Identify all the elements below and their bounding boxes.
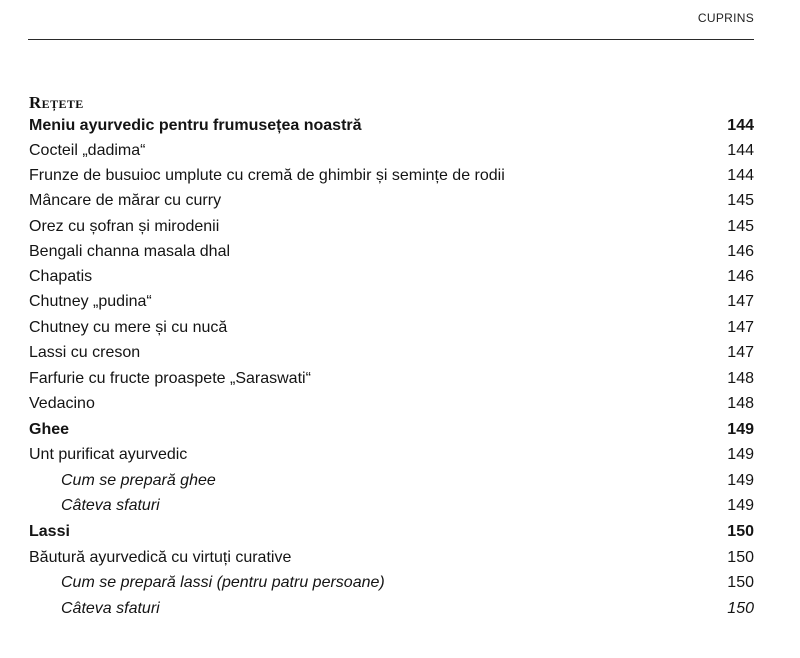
toc-entry [0,442,800,467]
toc-page-number: 150 [727,574,754,591]
toc-entry [0,315,800,340]
toc-page-number: 144 [727,142,754,159]
toc-entry-title: Câteva sfaturi [61,497,160,514]
section-heading: Rețete [29,93,84,112]
toc-entry [0,188,800,213]
toc-entry-title: Chapatis [29,268,93,285]
toc-entry-title: Chutney cu mere și cu nucă [29,319,228,336]
toc-entry [0,239,800,264]
toc-entry [0,366,800,391]
toc-entry-title: Farfurie cu fructe proaspete „Saraswati“ [29,370,311,387]
toc-entry [0,545,800,570]
toc-entry [0,493,800,518]
toc-page-number: 147 [727,344,754,361]
toc-entry [0,417,800,442]
toc-page-number: 145 [727,192,754,209]
toc-page-number: 146 [727,268,754,285]
toc-entry [0,214,800,239]
toc-entry [0,340,800,365]
toc-page-number: 149 [727,446,754,463]
toc-entry [0,391,800,416]
toc-page-number: 146 [727,243,754,260]
toc-entry [0,138,800,163]
toc-group-title: Lassi [29,523,70,540]
toc-page-number: 148 [727,370,754,387]
toc-entry [0,163,800,188]
toc-page-number: 145 [727,218,754,235]
toc-page-number: 150 [727,549,754,566]
page-header [0,0,800,42]
toc-entry [0,519,800,544]
toc-entry-title: Mâncare de mărar cu curry [29,192,222,209]
toc-entry-title: Orez cu șofran și mirodenii [29,218,220,235]
toc-group-title: Ghee [29,421,70,438]
toc-entry [0,113,800,138]
toc-entry [0,264,800,289]
toc-entry [0,596,800,621]
toc-page-number: 147 [727,319,754,336]
toc-group-title: Meniu ayurvedic pentru frumusețea noastră [29,117,362,134]
toc-page-number: 148 [727,395,754,412]
toc-entry-title: Bengali channa masala dhal [29,243,231,260]
toc-page-number: 144 [727,167,754,184]
toc-page-number: 149 [727,421,754,438]
toc-entry-title: Cum se prepară lassi (pentru patru persoane) [61,574,385,591]
running-header-title: CUPRINS [697,11,754,25]
toc-entry-title: Vedacino [29,395,95,412]
toc-entry-title: Chutney „pudina“ [29,293,152,310]
toc-entry-title: Lassi cu creson [29,344,141,361]
toc-page-number: 149 [727,472,754,489]
toc-entry-title: Cum se prepară ghee [61,472,216,489]
toc-entry-title: Frunze de busuioc umplute cu cremă de ghimbir și semințe de rodii [29,167,505,184]
toc-entry-title: Câteva sfaturi [61,600,160,617]
toc-entry-title: Unt purificat ayurvedic [29,446,188,463]
toc-entry [0,468,800,493]
toc-page-number: 150 [727,523,754,540]
toc-page-number: 147 [727,293,754,310]
toc-entry [0,570,800,595]
toc-page-number: 144 [727,117,754,134]
toc-entry-title: Cocteil „dadima“ [29,142,146,159]
toc-page-number: 150 [727,600,754,617]
header-rule [28,39,754,40]
toc-entry [0,289,800,314]
toc-page-number: 149 [727,497,754,514]
toc-entry-title: Băutură ayurvedică cu virtuți curative [29,549,292,566]
